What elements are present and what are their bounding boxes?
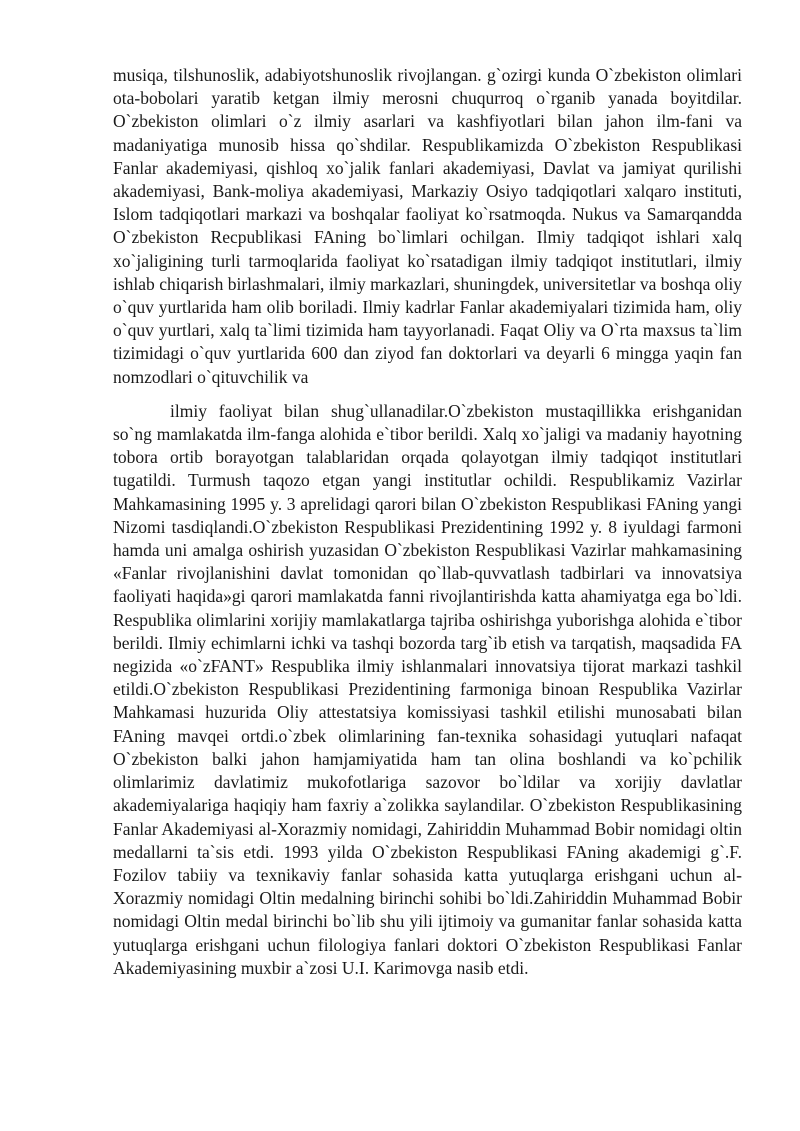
paragraph-1: musiqa, tilshunoslik, adabiyotshunoslik rivojlangan. g`ozirgi kunda O`zbekiston olimlari ota-bobolari yaratib ketgan ilmiy merosni chuqurroq o`rganib yanada boyitdilar. O`zbekiston olimlari o`z ilmiy asarlari va kashfiyotlari bilan jahon ilm-fani va madaniyatiga munosib hissa qo`shdilar. Respublikamizda O`zbekiston Respublikasi Fanlar akademiyasi, qishloq xo`jalik fanlari akademiyasi, Davlat va jamiyat qurilishi akademiyasi, Bank-moliya akademiyasi, Markaziy Osiyo tadqiqotlari xalqaro instituti, Islom tadqiqotlari markazi va boshqalar faoliyat ko`rsatmoqda. Nukus va Samarqandda O`zbekiston Recpublikasi FAning bo`limlari ochilgan. Ilmiy tadqiqot ishlari xalq xo`jaligining turli tarmoqlarida faoliyat ko`rsatadigan ilmiy tadqiqot institutlari, ilmiy ishlab chiqarish birlashmalari, ilmiy markazlari, shuningdek, universitetlar va boshqa oliy o`quv yurtlarida ham olib boriladi. Ilmiy kadrlar Fanlar akademiyalari tizimida ham, oliy o`quv yurtlari, xalq ta`limi tizimida ham tayyorlanadi. Faqat Oliy va O`rta maxsus ta`lim tizimidagi o`quv yurtlarida 600 dan ziyod fan doktorlari va deyarli 6 mingga yaqin fan nomzodlari o`qituvchilik va xyxy=(113,65,742,387)
document-page xyxy=(113,64,742,980)
paragraph-2: ilmiy faoliyat bilan shug`ullanadilar.O`zbekiston mustaqillikka erishganidan so`ng mamlakatda ilm-fanga alohida e`tibor berildi. Xalq xo`jaligi va madaniy hayotning tobora ortib borayotgan talablaridan orqada qolayotgan ilmiy tadqiqot institutlari tugatildi. Turmush taqozo etgan yangi institutlar ochildi. Respublikamiz Vazirlar Mahkamasining 1995 y. 3 aprelidagi qarori bilan O`zbekiston Respublikasi FAning yangi Nizomi tasdiqlandi.O`zbekiston Respublikasi Prezidentining 1992 y. 8 iyuldagi farmoni hamda uni amalga oshirish yuzasidan O`zbekiston Respublikasi Vazirlar mahkamasining «Fanlar rivojlanishini davlat tomonidan qo`llab-quvvatlash tadbirlari va innovatsiya faoliyati haqida»gi qarori mamlakatda fanni rivojlantirishda katta ahamiyatga ega bo`ldi. Respublika olimlarini xorijiy mamlakatlarga tajriba oshirishga yuborishga alohida e`tibor berildi. Ilmiy echimlarni ichki va tashqi bozorda targ`ib etish va tarqatish, maqsadida FA negizida «o`zFANT» Respublika ilmiy ishlanmalari innovatsiya tijorat markazi tashkil etildi.O`zbekiston Respublikasi Prezidentining farmoniga binoan Respublika Vazirlar Mahkamasi huzurida Oliy attestatsiya komissiyasi tashkil etilishi munosabati bilan FAning mavqei ortdi.o`zbek olimlarining fan-texnika sohasidagi yutuqlari nafaqat O`zbekiston balki jahon hamjamiyatida ham tan olina boshlandi va ko`pchilik olimlarimiz davlatimiz mukofotlariga sazovor bo`ldilar va xorijiy davlatlar akademiyalariga haqiqiy ham faxriy a`zolikka saylandilar. O`zbekiston Respublikasining Fanlar Akademiyasi al-Xorazmiy nomidagi, Zahiriddin Muhammad Bobir nomidagi oltin medallarni ta`sis etdi. 1993 yilda O`zbekiston Respublikasi FAning akademigi g`.F. Fozilov tabiiy va texnikaviy fanlar sohasida katta yutuqlarga erishgani uchun al-Xorazmiy nomidagi Oltin medalning birinchi sohibi bo`ldi.Zahiriddin Muhammad Bobir nomidagi Oltin medal birinchi bo`lib shu yili ijtimoiy va gumanitar fanlar sohasida katta yutuqlarga erishgani uchun filologiya fanlari doktori O`zbekiston Respublikasi Fanlar Akademiyasining muxbir a`zosi U.I. Karimovga nasib etdi. xyxy=(113,400,742,978)
